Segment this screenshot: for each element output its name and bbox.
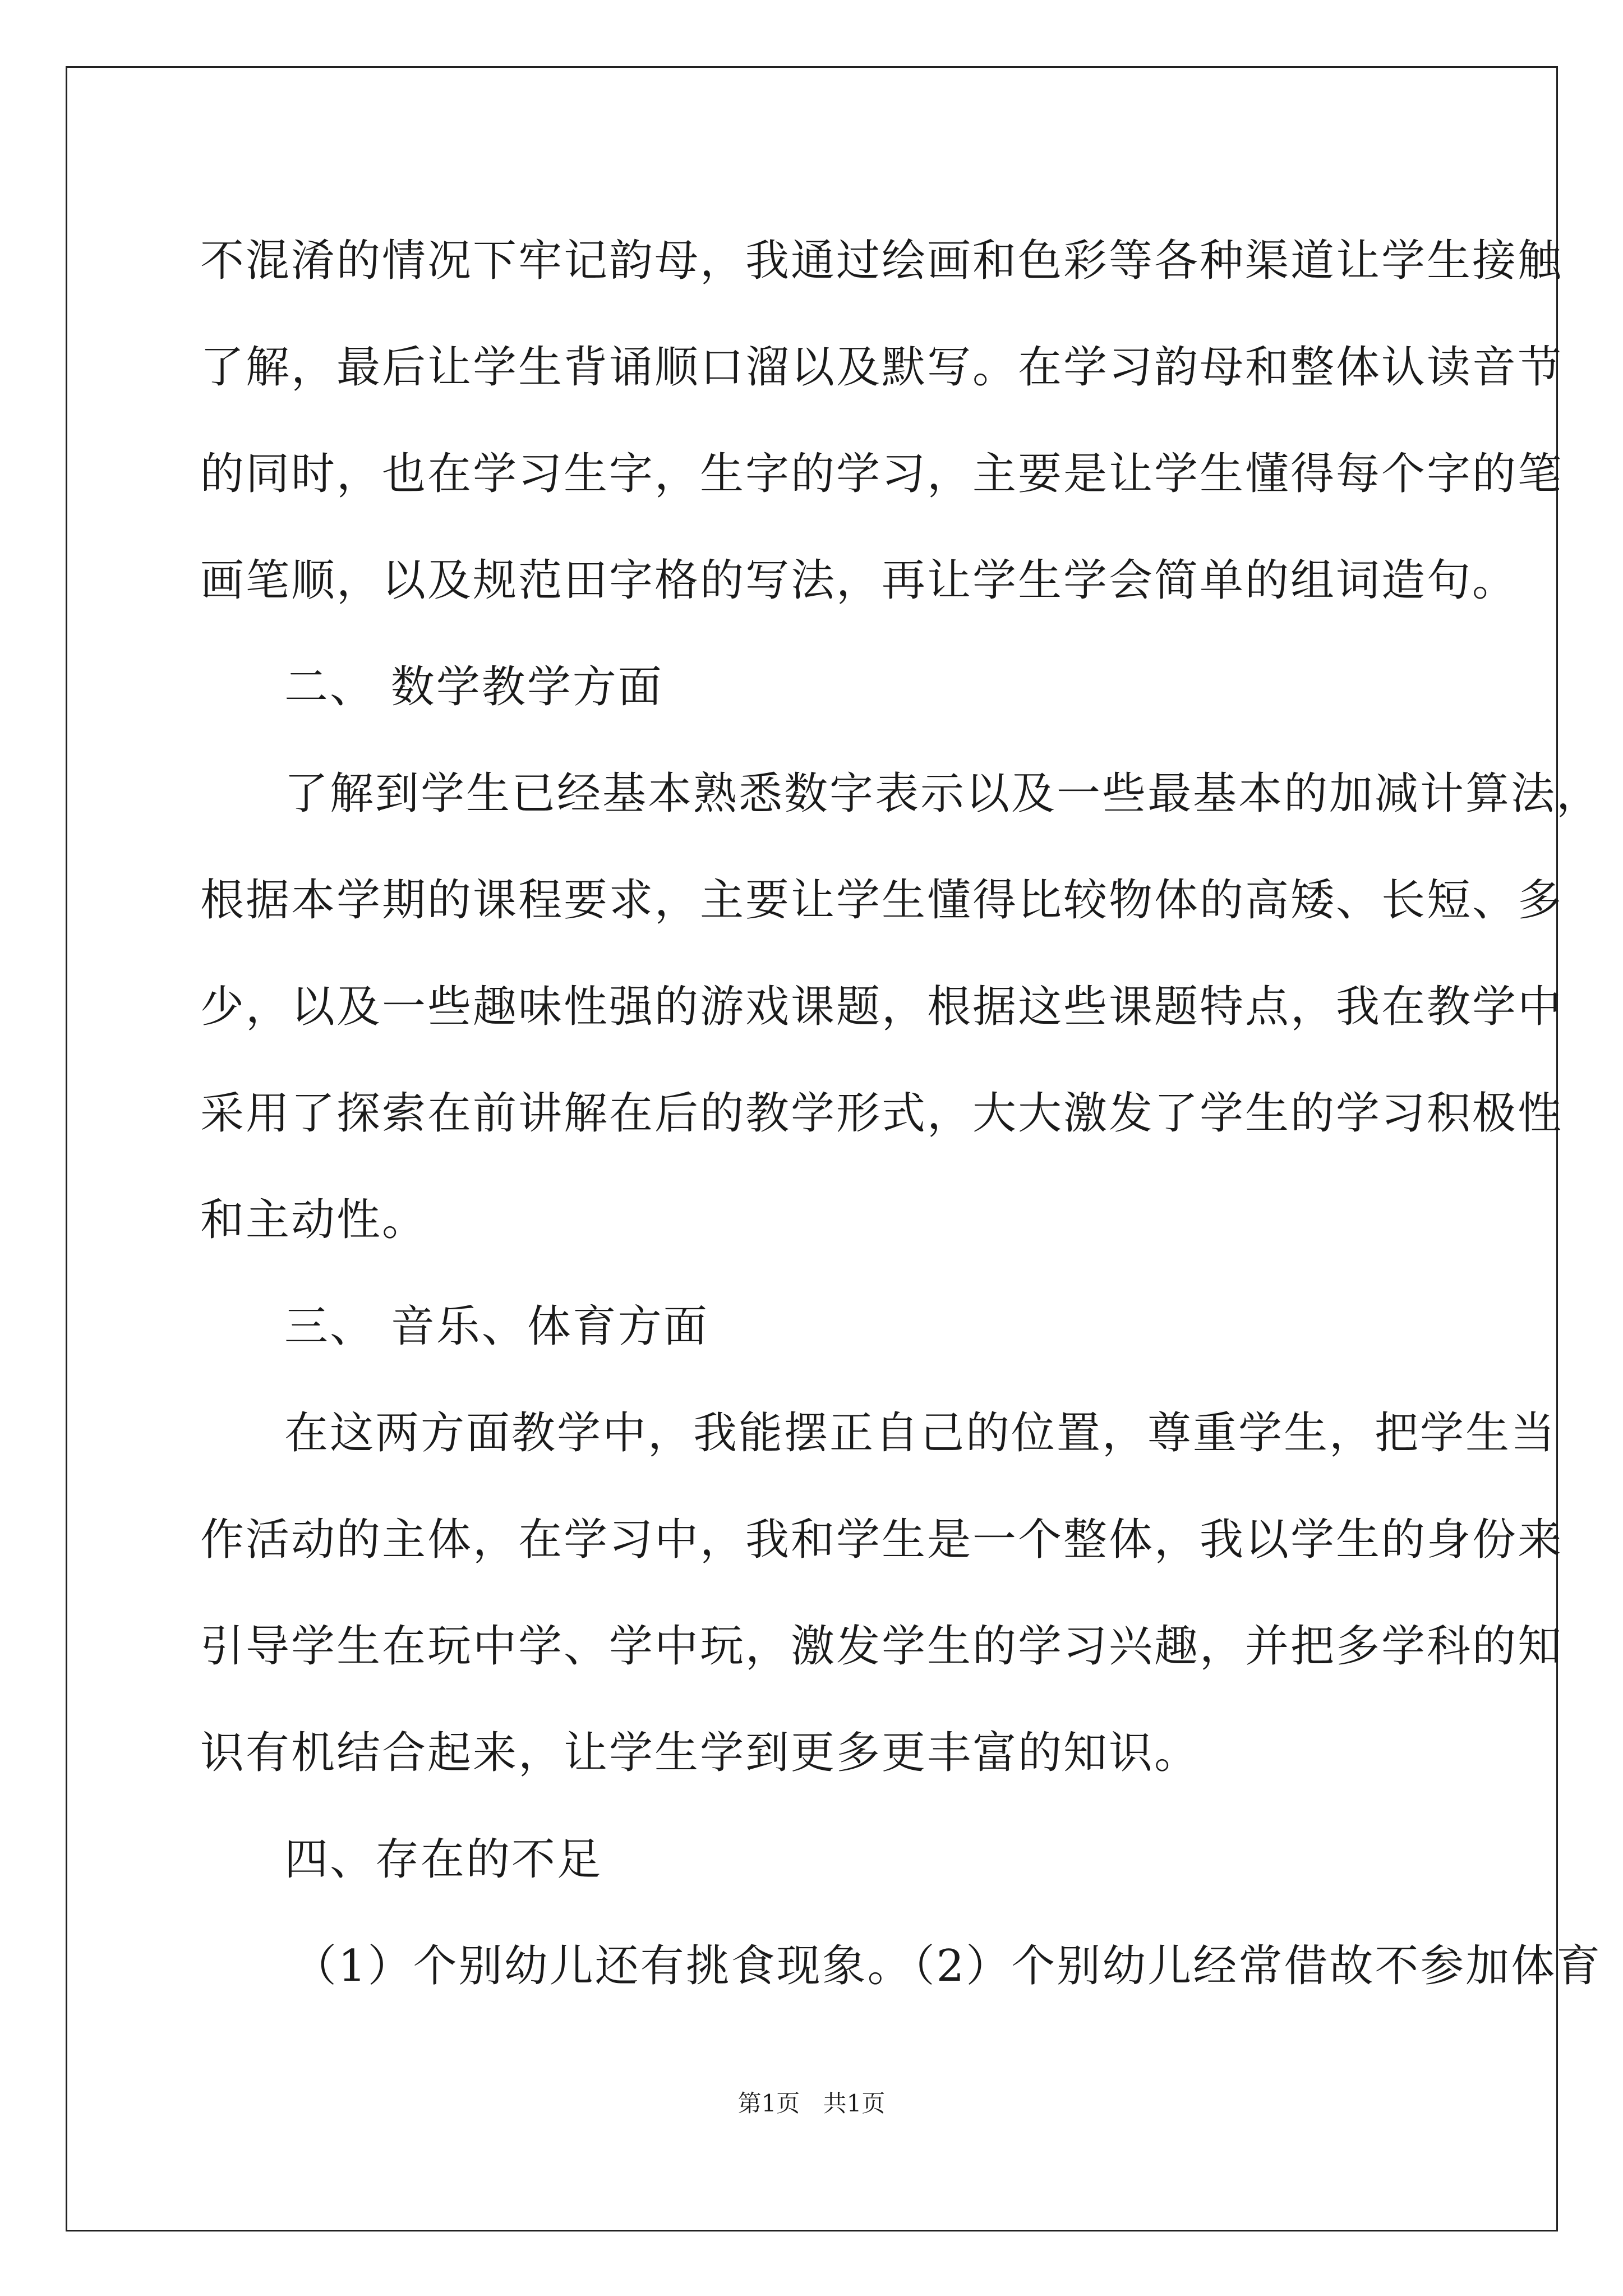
paragraph-start: 在这两方面教学中，我能摆正自己的位置，尊重学生，把学生当 bbox=[284, 1408, 1557, 1458]
section-heading-shortcomings: 四、存在的不足 bbox=[284, 1834, 603, 1885]
paragraph-start: 了解到学生已经基本熟悉数字表示以及一些最基本的加减计算法， bbox=[284, 769, 1602, 819]
body-line: 识有机结合起来，让学生学到更多更丰富的知识。 bbox=[200, 1728, 1200, 1778]
page-footer bbox=[0, 2087, 1623, 2120]
page-total: 共1页 bbox=[823, 2090, 886, 2117]
section-heading-math: 二、 数学教学方面 bbox=[284, 662, 663, 712]
body-line: 不混淆的情况下牢记韵母，我通过绘画和色彩等各种渠道让学生接触 bbox=[200, 236, 1564, 286]
body-line: 和主动性。 bbox=[200, 1195, 428, 1245]
document-body bbox=[200, 208, 1602, 2019]
body-line: 引导学生在玩中学、学中玩，激发学生的学习兴趣，并把多学科的知 bbox=[200, 1621, 1564, 1672]
body-line: 了解，最后让学生背诵顺口溜以及默写。在学习韵母和整体认读音节 bbox=[200, 342, 1564, 393]
body-line: 的同时，也在学习生字，生字的学习，主要是让学生懂得每个字的笔 bbox=[200, 449, 1564, 499]
body-line: 少，以及一些趣味性强的游戏课题，根据这些课题特点，我在教学中 bbox=[200, 982, 1564, 1032]
body-line: 采用了探索在前讲解在后的教学形式，大大激发了学生的学习积极性 bbox=[200, 1088, 1564, 1139]
paragraph-start: （1）个别幼儿还有挑食现象。（2）个别幼儿经常借故不参加体育 bbox=[293, 1941, 1602, 1991]
page-number: 第1页 bbox=[737, 2090, 800, 2117]
body-line: 画笔顺，以及规范田字格的写法，再让学生学会简单的组词造句。 bbox=[200, 555, 1518, 606]
body-line: 作活动的主体，在学习中，我和学生是一个整体，我以学生的身份来 bbox=[200, 1515, 1564, 1565]
section-heading-music-pe: 三、 音乐、体育方面 bbox=[284, 1301, 709, 1352]
body-line: 根据本学期的课程要求，主要让学生懂得比较物体的高矮、长短、多 bbox=[200, 875, 1564, 926]
